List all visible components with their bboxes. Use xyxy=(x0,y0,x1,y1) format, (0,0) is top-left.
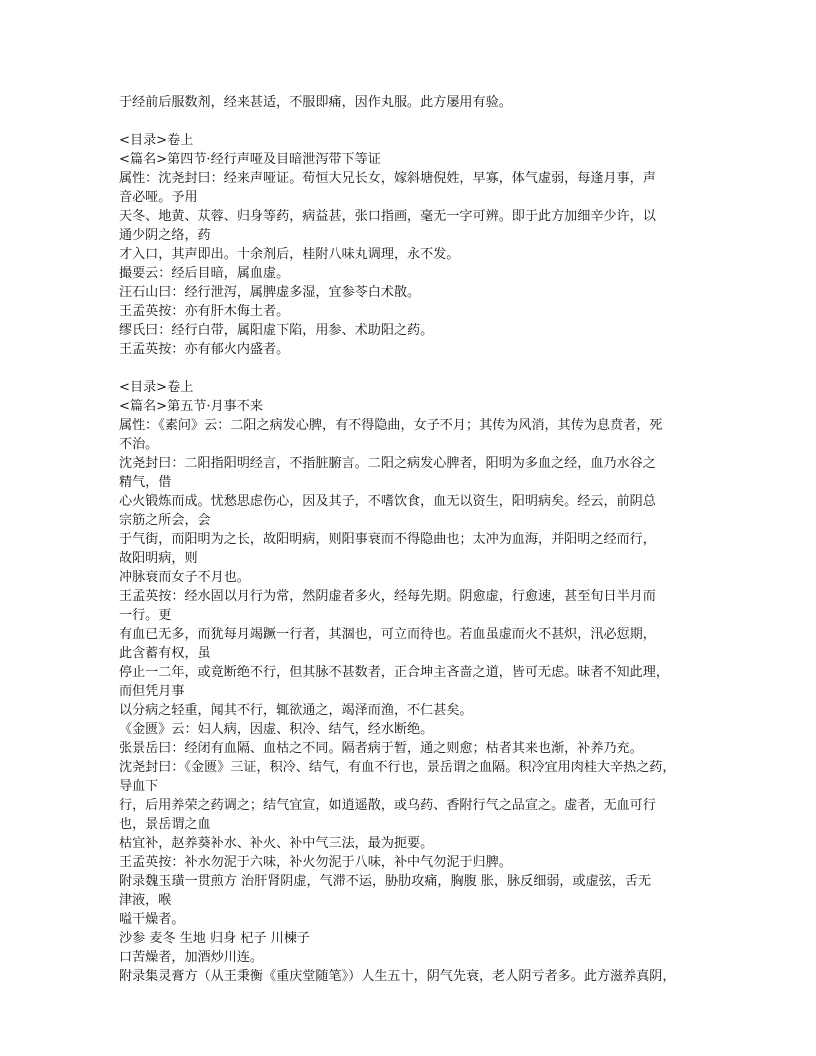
text-line: <篇名>第四节·经行声哑及目暗泄泻带下等证 xyxy=(119,152,381,167)
section-gap xyxy=(119,112,709,131)
text-line: 也，景岳谓之血 xyxy=(119,817,211,832)
text-line: 张景岳曰：经闭有血隔、血枯之不同。隔者病于暂，通之则愈；枯者其来也渐，补养乃充。 xyxy=(119,741,643,756)
text-line: 才入口，其声即出。十余剂后，桂附八味丸调理，永不发。 xyxy=(119,247,460,262)
text-line: 此含蓄有权，虽 xyxy=(119,646,211,661)
text-line: 津液，喉 xyxy=(119,893,172,908)
text-line: 《金匮》云：妇人病，因虚、积冷、结气，经水断绝。 xyxy=(119,722,434,737)
document-section xyxy=(119,131,709,359)
text-line: 王孟英按：经水固以月行为常，然阴虚者多火，经每先期。阴愈虚，行愈速，甚至旬日半月而 xyxy=(119,589,656,604)
text-line: 导血下 xyxy=(119,779,159,794)
text-line: 附录魏玉璜一贯煎方 治肝肾阴虚，气滞不运，胁肋攻痛，胸腹 胀，脉反细弱，或虚弦，舌无 xyxy=(119,874,652,889)
text-line: 缪氏曰：经行白带，属阳虚下陷，用参、术助阳之药。 xyxy=(119,323,434,338)
text-line: 行，后用养荣之药调之；结气宜宣，如逍遥散，或乌药、香附行气之品宣之。虚者，无血可行 xyxy=(119,798,656,813)
text-line: <篇名>第五节·月事不来 xyxy=(119,399,263,414)
section-gap xyxy=(119,359,709,378)
text-line: 附录集灵膏方（从王秉衡《重庆堂随笔》）人生五十，阴气先衰，老人阴亏者多。此方滋养真阴， xyxy=(119,969,676,984)
text-line: 不治。 xyxy=(119,437,159,452)
text-line: 通少阴之络，药 xyxy=(119,228,211,243)
text-line: <目录>卷上 xyxy=(119,380,194,395)
text-line: 王孟英按：亦有肝木侮土者。 xyxy=(119,304,290,319)
document-section xyxy=(119,378,709,986)
text-line: 于经前后服数剂，经来甚适，不服即痛，因作丸服。此方屡用有验。 xyxy=(119,95,512,110)
text-line: 沈尧封曰：《金匮》三证，积冷、结气，有血不行也，景岳谓之血隔。积冷宜用肉桂大辛热之药， xyxy=(119,760,676,775)
text-line: 属性：沈尧封曰：经来声哑证。荀恒大兄长女，嫁斜塘倪姓，早寡，体气虚弱，每逢月事，声 xyxy=(119,171,656,186)
text-line: 嗌干燥者。 xyxy=(119,912,185,927)
text-line: 沙参 麦冬 生地 归身 杞子 川楝子 xyxy=(119,931,311,946)
text-line: 心火锻炼而成。忧愁思虑伤心，因及其子，不嗜饮食，血无以资生，阳明病矣。经云，前阴总 xyxy=(119,494,656,509)
text-line: 音必哑。予用 xyxy=(119,190,198,205)
text-line: 沈尧封曰：二阳指阳明经言，不指脏腑言。二阳之病发心脾者，阳明为多血之经，血乃水谷之 xyxy=(119,456,656,471)
text-line: 属性：《素问》云：二阳之病发心脾，有不得隐曲，女子不月；其传为风消，其传为息贲者，死 xyxy=(119,418,663,433)
text-line: 王孟英按：补水勿泥于六味，补火勿泥于八味，补中气勿泥于归脾。 xyxy=(119,855,512,870)
text-line: 以分病之轻重，闻其不行，辄欲通之，竭泽而渔，不仁甚矣。 xyxy=(119,703,473,718)
text-line: 一行。更 xyxy=(119,608,172,623)
text-line: <目录>卷上 xyxy=(119,133,194,148)
text-line: 撮要云：经后目暗，属血虚。 xyxy=(119,266,290,281)
document-body xyxy=(119,93,709,986)
text-line: 天冬、地黄、苁蓉、归身等药，病益甚，张口指画，毫无一字可辨。即于此方加细辛少许，以 xyxy=(119,209,656,224)
text-line: 精气，借 xyxy=(119,475,172,490)
document-section xyxy=(119,93,709,112)
text-line: 王孟英按：亦有郁火内盛者。 xyxy=(119,342,290,357)
text-line: 而但凭月事 xyxy=(119,684,185,699)
text-line: 故阳明病，则 xyxy=(119,551,198,566)
text-line: 有血已无多，而犹每月竭蹶一行者，其涸也，可立而待也。若血虽虚而火不甚炽，汛必愆期， xyxy=(119,627,656,642)
text-line: 冲脉衰而女子不月也。 xyxy=(119,570,250,585)
text-line: 停止一二年，或竟断绝不行，但其脉不甚数者，正合坤主吝啬之道，皆可无虑。昧者不知此理， xyxy=(119,665,669,680)
text-line: 汪石山曰：经行泄泻，属脾虚多湿，宜参苓白术散。 xyxy=(119,285,421,300)
text-line: 枯宜补，赵养葵补水、补火、补中气三法，最为扼要。 xyxy=(119,836,434,851)
text-line: 口苦燥者，加酒炒川连。 xyxy=(119,950,264,965)
text-line: 宗筋之所会，会 xyxy=(119,513,211,528)
text-line: 于气街，而阳明为之长，故阳明病，则阳事衰而不得隐曲也；太冲为血海，并阳明之经而行， xyxy=(119,532,656,547)
